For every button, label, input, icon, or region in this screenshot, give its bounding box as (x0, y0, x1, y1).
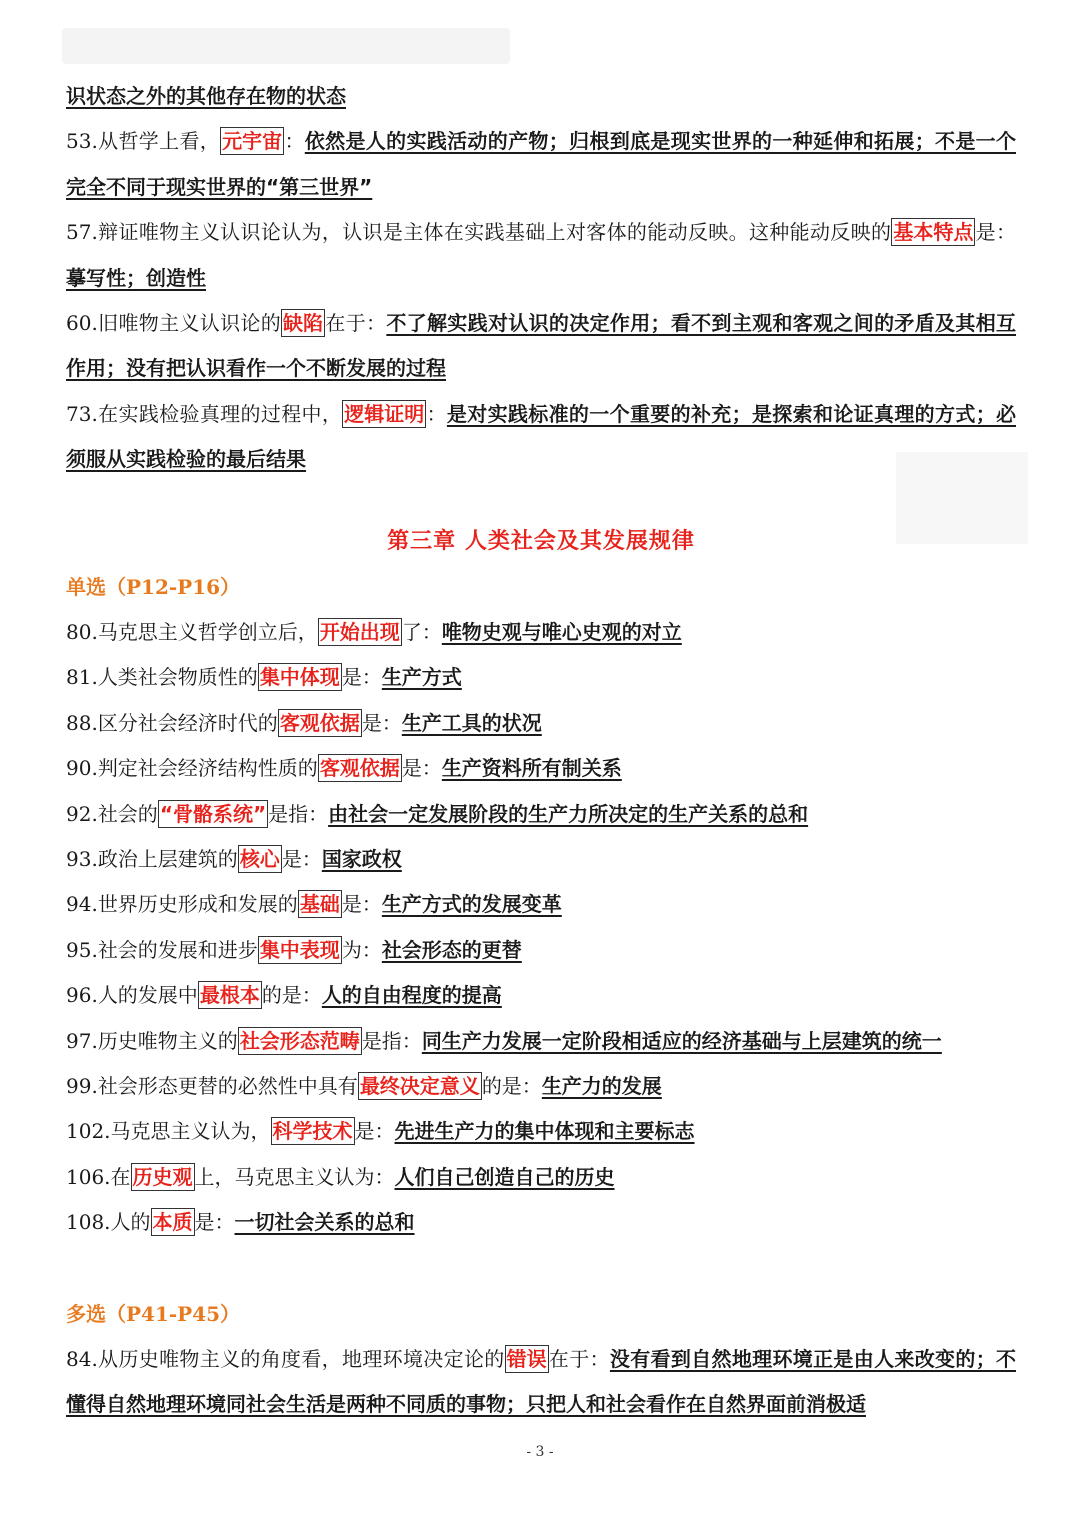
question-text: 从哲学上看， (97, 129, 221, 154)
key-term: 基本特点 (893, 220, 974, 245)
item-number: 95. (66, 937, 98, 962)
connector-text: 是： (341, 892, 382, 917)
key-term: 核心 (239, 846, 280, 871)
answer-text: 人们自己创造自己的历史 (394, 1164, 615, 1189)
key-term: 客观依据 (319, 756, 400, 781)
question-text: 政治上层建筑的 (97, 846, 238, 871)
item-number: 88. (66, 710, 98, 735)
item-60 (66, 301, 1016, 392)
item-number: 106. (66, 1164, 111, 1189)
item-81 (66, 655, 1016, 700)
connector-text: 上，马克思主义认为： (194, 1164, 395, 1189)
answer-text: 一切社会关系的总和 (234, 1210, 415, 1235)
connector-text: 是： (281, 846, 322, 871)
connector-text: 的是： (481, 1073, 542, 1098)
question-text: 社会形态更替的必然性中具有 (97, 1073, 358, 1098)
key-term: 社会形态范畴 (239, 1028, 360, 1053)
key-term: 集中表现 (259, 937, 340, 962)
page-number: - 3 - (526, 1444, 554, 1460)
connector-text: 了： (401, 620, 442, 645)
key-term: 错误 (506, 1346, 547, 1371)
question-text: 人类社会物质性的 (97, 665, 258, 690)
item-number: 99. (66, 1073, 98, 1098)
answer-text: 由社会一定发展阶段的生产力所决定的生产关系的总和 (328, 801, 809, 826)
answer-text: 唯物史观与唯心史观的对立 (441, 620, 682, 645)
answer-text: 没有看到自然地理环境正是由人来改变的；不懂得自然地理环境同社会生活是两种不同质的事物；只把人和社会看作在自然界面前消极适 (66, 1346, 1017, 1417)
item-108 (66, 1200, 1016, 1245)
item-number: 90. (66, 756, 98, 781)
answer-text: 生产工具的状况 (401, 710, 542, 735)
item-number: 102. (66, 1119, 111, 1144)
item-93 (66, 837, 1016, 882)
key-term: 本质 (152, 1210, 193, 1235)
key-term: 元宇宙 (222, 129, 283, 154)
item-number: 53. (66, 129, 98, 154)
item-99 (66, 1064, 1016, 1109)
item-90 (66, 746, 1016, 791)
question-text: 世界历史形成和发展的 (97, 892, 298, 917)
question-text: 马克思主义认为， (110, 1119, 271, 1144)
question-text: 社会的发展和进步 (97, 937, 258, 962)
question-text: 人的发展中 (97, 983, 198, 1008)
item-92 (66, 792, 1016, 837)
key-term: 逻辑证明 (344, 401, 425, 426)
chapter-title: 第三章 人类社会及其发展规律 (387, 528, 695, 554)
item-number: 73. (66, 401, 98, 426)
question-text: 旧唯物主义认识论的 (97, 311, 282, 336)
key-term: 最根本 (199, 983, 260, 1008)
connector-text: 的是： (261, 983, 322, 1008)
key-term: 基础 (299, 892, 340, 917)
answer-text: 同生产力发展一定阶段相适应的经济基础与上层建筑的统一 (421, 1028, 942, 1053)
connector-text: 为： (341, 937, 382, 962)
answer-text: 依然是人的实践活动的产物；归根到底是现实世界的一种延伸和拓展；不是一个完全不同于现实世界的“第三世界” (66, 129, 1017, 199)
top-blank-strip (62, 28, 510, 64)
item-number: 108. (66, 1210, 111, 1235)
answer-text: 生产力的发展 (541, 1073, 662, 1098)
answer-text: 先进生产力的集中体现和主要标志 (394, 1119, 695, 1144)
question-text: 社会的 (97, 801, 158, 826)
section-heading-multi-choice: 多选（P41-P45） (66, 1301, 241, 1326)
item-88 (66, 701, 1016, 746)
connector-text: 是： (975, 220, 1017, 245)
item-number: 96. (66, 983, 98, 1008)
answer-text: 不了解实践对认识的决定作用；看不到主观和客观之间的矛盾及其相互作用；没有把认识看作一个不断发展的过程 (66, 311, 1017, 381)
item-84 (66, 1337, 1016, 1428)
item-94 (66, 882, 1016, 927)
connector-text: 是： (401, 756, 442, 781)
answer-text: 生产方式 (381, 665, 462, 690)
key-term: 缺陷 (283, 311, 324, 336)
item-number: 60. (66, 311, 98, 336)
answer-text: 识状态之外的其他存在物的状态 (66, 84, 346, 108)
question-text: 在 (110, 1164, 131, 1189)
key-term: 历史观 (132, 1164, 193, 1189)
connector-text: 是指： (268, 801, 329, 826)
item-106 (66, 1155, 1016, 1200)
key-term: 集中体现 (259, 665, 340, 690)
answer-text: 生产方式的发展变革 (381, 892, 562, 917)
key-term: 客观依据 (279, 710, 360, 735)
answer-text: 人的自由程度的提高 (321, 983, 502, 1008)
key-term: 开始出现 (319, 620, 400, 645)
question-text: 从历史唯物主义的角度看，地理环境决定论的 (97, 1346, 505, 1371)
item-73 (66, 392, 1016, 483)
question-text: 马克思主义哲学创立后， (97, 620, 318, 645)
top-fragment-line (66, 74, 1016, 119)
connector-text: 在于： (548, 1346, 610, 1371)
key-term: “骨骼系统” (159, 801, 267, 826)
item-97 (66, 1019, 1016, 1064)
item-number: 93. (66, 846, 98, 871)
connector-text: 是： (361, 710, 402, 735)
item-number: 94. (66, 892, 98, 917)
page-content (66, 74, 1016, 1428)
connector-text: ： (426, 401, 447, 426)
item-number: 97. (66, 1028, 98, 1053)
item-80 (66, 610, 1016, 655)
key-term: 最终决定意义 (359, 1073, 480, 1098)
answer-text: 生产资料所有制关系 (441, 756, 622, 781)
item-96 (66, 973, 1016, 1018)
item-number: 80. (66, 620, 98, 645)
answer-text: 社会形态的更替 (381, 937, 522, 962)
connector-text: ： (284, 129, 305, 154)
question-text: 辩证唯物主义认识论认为，认识是主体在实践基础上对客体的能动反映。这种能动反映的 (97, 220, 892, 245)
item-number: 92. (66, 801, 98, 826)
connector-text: 是： (194, 1210, 235, 1235)
question-text: 判定社会经济结构性质的 (97, 756, 318, 781)
item-57 (66, 210, 1016, 301)
question-text: 区分社会经济时代的 (97, 710, 278, 735)
connector-text: 在于： (325, 311, 387, 336)
question-text: 人的 (110, 1210, 151, 1235)
spacer (66, 1246, 1016, 1292)
connector-text: 是： (354, 1119, 395, 1144)
item-53 (66, 119, 1016, 210)
section-heading-single-choice: 单选（P12-P16） (66, 574, 241, 599)
answer-text: 摹写性；创造性 (66, 265, 206, 290)
answer-text: 是对实践标准的一个重要的补充；是探索和论证真理的方式；必须服从实践检验的最后结果 (66, 401, 1017, 472)
answer-text: 国家政权 (321, 846, 402, 871)
item-102 (66, 1109, 1016, 1154)
item-number: 84. (66, 1346, 98, 1371)
item-number: 81. (66, 665, 98, 690)
connector-text: 是： (341, 665, 382, 690)
question-text: 在实践检验真理的过程中， (97, 401, 343, 426)
connector-text: 是指： (361, 1028, 422, 1053)
question-text: 历史唯物主义的 (97, 1028, 238, 1053)
item-number: 57. (66, 220, 98, 245)
key-term: 科学技术 (272, 1119, 353, 1144)
item-95 (66, 928, 1016, 973)
